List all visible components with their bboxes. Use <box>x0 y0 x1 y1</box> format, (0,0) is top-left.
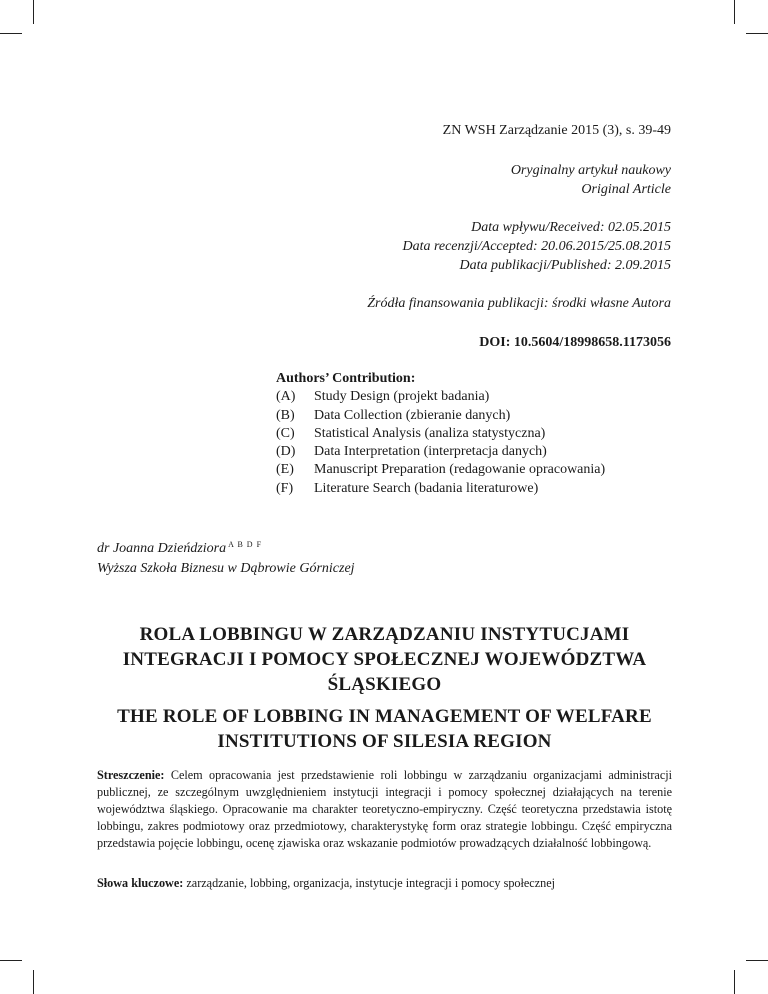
contribution-item <box>276 388 605 406</box>
crop-mark-bottom-right-vertical <box>734 970 735 994</box>
contribution-text: Manuscript Preparation (redagowanie opracowania) <box>314 462 606 478</box>
author-roles: A B D F <box>228 540 263 549</box>
authors-contribution <box>276 370 605 498</box>
contribution-item <box>276 425 605 443</box>
contribution-item <box>276 461 605 479</box>
publication-dates <box>402 218 671 275</box>
contribution-code: (D) <box>276 444 296 460</box>
contribution-code: (C) <box>276 425 295 441</box>
crop-mark-bottom-left-vertical <box>33 970 34 994</box>
keywords <box>97 875 672 892</box>
crop-mark-top-left-vertical <box>33 0 34 24</box>
received-date: Data wpływu/Received: 02.05.2015 <box>471 220 671 235</box>
article-type-en: Original Article <box>581 182 671 197</box>
crop-mark-top-right-horizontal <box>746 33 768 34</box>
contribution-text: Statistical Analysis (analiza statystyczna) <box>314 425 546 441</box>
crop-mark-top-left-horizontal <box>0 33 22 34</box>
title-polish-line: INTEGRACJI I POMOCY SPOŁECZNEJ WOJEWÓDZTWA <box>122 649 647 670</box>
article-type <box>511 161 671 199</box>
title-english-line: INSTITUTIONS OF SILESIA REGION <box>217 731 552 752</box>
contribution-item <box>276 480 605 498</box>
crop-mark-bottom-left-horizontal <box>0 960 22 961</box>
title-english-line: THE ROLE OF LOBBING IN MANAGEMENT OF WELFARE <box>117 706 652 727</box>
title-polish-line: ŚLĄSKIEGO <box>327 674 442 695</box>
published-date: Data publikacji/Published: 2.09.2015 <box>459 258 671 273</box>
journal-citation: ZN WSH Zarządzanie 2015 (3), s. 39-49 <box>442 123 671 138</box>
contribution-text: Data Collection (zbieranie danych) <box>314 407 511 423</box>
accepted-date: Data recenzji/Accepted: 20.06.2015/25.08.2015 <box>402 239 671 254</box>
title-polish <box>97 622 672 697</box>
contribution-code: (A) <box>276 389 296 405</box>
doi: DOI: 10.5604/18998658.1173056 <box>479 335 671 350</box>
abstract <box>97 767 672 852</box>
keywords-text: zarządzanie, lobbing, organizacja, instytucje integracji i pomocy społecznej <box>186 876 556 890</box>
contribution-item <box>276 443 605 461</box>
contribution-text: Study Design (projekt badania) <box>314 389 490 405</box>
abstract-label: Streszczenie: <box>97 768 165 782</box>
contribution-text: Data Interpretation (interpretacja danych) <box>314 444 547 460</box>
crop-mark-bottom-right-horizontal <box>746 960 768 961</box>
contribution-code: (E) <box>276 462 294 478</box>
keywords-label: Słowa kluczowe: <box>97 876 184 890</box>
author-line <box>97 535 355 559</box>
title-english <box>97 704 672 754</box>
contribution-code: (F) <box>276 480 294 496</box>
contribution-text: Literature Search (badania literaturowe) <box>314 480 539 496</box>
funding-source: Źródła finansowania publikacji: środki własne Autora <box>367 296 671 311</box>
author-block <box>97 535 355 579</box>
article-type-pl: Oryginalny artykuł naukowy <box>510 163 671 178</box>
abstract-text: Celem opracowania jest przedstawienie roli lobbingu w zarządzaniu organizacjami administracji publicznej, ze szczególnym uwzględnieniem instytucji integracji i pomocy społecznej działających na terenie województwa śląskiego. Opracowanie ma charakter teoretyczno-empiryczny. Część teoretyczna przedstawia istotę lobbingu, zakres podmiotowy oraz przedmiotowy, charakterystykę form oraz strategie lobbingu. Część empiryczna przedstawia pojęcie lobbingu, ocenę zjawiska oraz wskazanie podmiotów prowadzących działalność lobbingową. <box>97 768 673 850</box>
author-name: dr Joanna Dzieńdziora <box>97 541 227 556</box>
contribution-code: (B) <box>276 407 295 423</box>
crop-mark-top-right-vertical <box>734 0 735 24</box>
author-affiliation: Wyższa Szkoła Biznesu w Dąbrowie Górniczej <box>97 561 355 576</box>
title-polish-line: ROLA LOBBINGU W ZARZĄDZANIU INSTYTUCJAMI <box>139 624 630 645</box>
contribution-title: Authors’ Contribution: <box>276 371 416 386</box>
contribution-item <box>276 407 605 425</box>
